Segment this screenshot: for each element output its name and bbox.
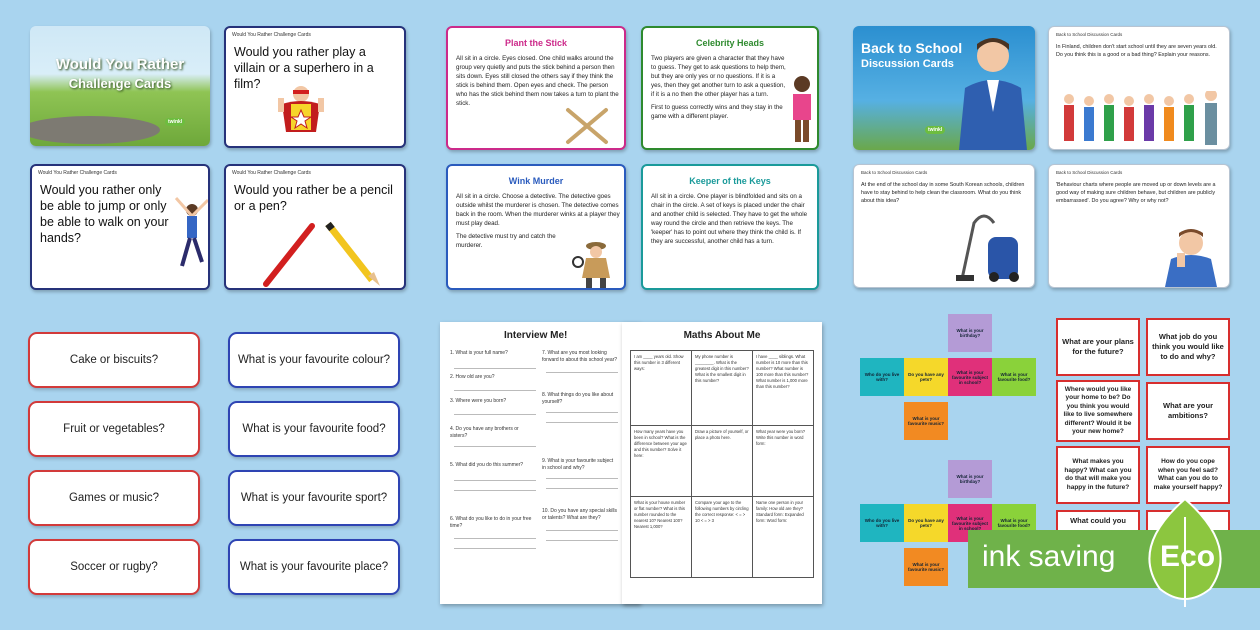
- game-body: [456, 54, 620, 112]
- game-paragraph: The detective must try and catch the murderer.: [456, 233, 556, 249]
- maths-cell: I am ____ years old. Show this number in 3 different ways:: [630, 350, 692, 426]
- discussion-card: How do you cope when you feel sad? What can you do to make yourself happy?: [1146, 446, 1230, 504]
- wyr-card-label: Would You Rather Challenge Cards: [38, 170, 117, 176]
- answer-line: [454, 548, 536, 549]
- game-paragraph: All sit in a circle. Choose a detective. The detective goes outside whilst the murderer is chosen. The detective comes back in the room. When the murderer winks at a player they must play dead.: [456, 193, 620, 227]
- maths-cell: How many years have you been in school? What is the difference between your age and this number? Solve it here:: [630, 425, 692, 497]
- bts-card-text: In Finland, children don't start school until they are seven years old. Do you think this is a good or a bad thing? Explain your reasons.: [1056, 44, 1217, 58]
- interview-question: 8. What things do you like about yourself?: [542, 392, 614, 405]
- bts-card-label: Back to School Discussion Cards: [861, 170, 928, 175]
- maths-cell: Compare your age to the following numbers by circling the correct response: < = > 10 < = > 3: [691, 496, 753, 578]
- dice-face: Do you have any pets?: [904, 358, 948, 396]
- answer-line: [454, 538, 536, 539]
- answer-line: [454, 368, 536, 369]
- bts-card-label: Back to School Discussion Cards: [1056, 170, 1123, 175]
- bts-title: Back to School: [861, 40, 963, 56]
- wyr-title-card: [30, 26, 210, 146]
- pill-card: Fruit or vegetables?: [28, 401, 200, 457]
- superhero-icon: [276, 84, 326, 148]
- maths-cell: Name one person in your family: How old are they? Standard form: Expanded form: Word form:: [752, 496, 814, 578]
- bts-title-card: [853, 26, 1035, 150]
- maths-cell: What is your house number or flat number? What is this number rounded to the nearest 10? Nearest 100? Nearest 1,000?: [630, 496, 692, 578]
- interview-question: 2. How old are you?: [450, 374, 495, 380]
- discussion-card: What are your ambitions?: [1146, 382, 1230, 440]
- maths-cell: My phone number is ________. What is the greatest digit in this number? What is the smallest digit in this number?: [691, 350, 753, 426]
- game-card-plant-stick: [446, 26, 626, 150]
- dice-face: What is your favourite music?: [904, 548, 948, 586]
- dice-face: Do you have any pets?: [904, 504, 948, 542]
- pill-card: Soccer or rugby?: [28, 539, 200, 595]
- game-title: Celebrity Heads: [695, 38, 765, 48]
- pill-card: Games or music?: [28, 470, 200, 526]
- dice-face: What is your favourite subject in school?: [948, 358, 992, 396]
- wyr-question: Would you rather only be able to jump or only be able to walk on your hands?: [40, 183, 169, 245]
- maths-cell: What year were you born? Write this number in word form:: [752, 425, 814, 497]
- interview-question: 7. What are you most looking forward to about this school year?: [542, 350, 618, 363]
- maths-title: Maths About Me: [683, 330, 761, 341]
- dice-face: What is your favourite subject in school?: [948, 504, 992, 542]
- game-paragraph: All sit in a circle. Eyes closed. One child walks around the group very quietly and puts the stick behind a person then sits down. Eyes still closed the others say if they think the stick is behind them. Open eyes and check. The person who has the stick behind them now takes a turn to plant the stick.: [456, 55, 619, 107]
- interview-question: 10. Do you have any special skills or talents? What are they?: [542, 508, 618, 521]
- interview-question: 6. What do you like to do in your free time?: [450, 516, 532, 529]
- bts-card-text: At the end of the school day in some South Korean schools, children have to stay behind to help clean the classroom. What do you think about this idea?: [861, 182, 1025, 204]
- eco-text: ink saving: [982, 540, 1116, 573]
- twinkl-badge: twinkl: [165, 118, 185, 126]
- wyr-subtitle: Challenge Cards: [68, 76, 172, 91]
- game-title: Plant the Stick: [504, 38, 567, 48]
- pencil-pen-icon: [256, 218, 386, 288]
- game-title: Wink Murder: [508, 176, 564, 186]
- maths-cell: Draw a picture of yourself, or place a photo here.: [691, 425, 753, 497]
- wyr-question: Would you rather be a pencil or a pen?: [234, 183, 393, 213]
- wyr-card-jump: [30, 164, 210, 290]
- answer-line: [546, 422, 618, 423]
- discussion-card: Where would you like your home to be? Do you think you would like to live somewhere different? Would it be your new home?: [1056, 380, 1140, 442]
- dice-face: What is your birthday?: [948, 314, 992, 352]
- game-card-celebrity-heads: [641, 26, 819, 150]
- twinkl-badge: twinkl: [925, 126, 945, 134]
- wyr-card-label: Would You Rather Challenge Cards: [232, 32, 311, 38]
- children-line-icon: [1059, 91, 1221, 147]
- dice-face: What is your birthday?: [948, 460, 992, 498]
- answer-line: [546, 478, 618, 479]
- pill-card: What is your favourite food?: [228, 401, 400, 457]
- interview-title: Interview Me!: [504, 330, 568, 341]
- wyr-title: Would You Rather: [55, 56, 185, 73]
- interview-question: 5. What did you do this summer?: [450, 462, 524, 468]
- discussion-card: What are your plans for the future?: [1056, 318, 1140, 376]
- discussion-card: What could you: [1056, 510, 1140, 568]
- pill-card: What is your favourite colour?: [228, 332, 400, 388]
- detective-icon: [572, 238, 616, 288]
- vacuum-cleaner-icon: [954, 203, 1024, 283]
- answer-line: [454, 490, 536, 491]
- wyr-card-villain: [224, 26, 406, 148]
- pill-card: Cake or biscuits?: [28, 332, 200, 388]
- dice-face: What is your favourite food?: [992, 358, 1036, 396]
- maths-sheet: [622, 322, 822, 604]
- dice-face: What is your favourite food?: [992, 504, 1036, 542]
- answer-line: [546, 372, 618, 373]
- game-body: [651, 54, 787, 125]
- game-title: Keeper of the Keys: [689, 176, 771, 186]
- dice-face: Who do you live with?: [860, 358, 904, 396]
- wyr-question: Would you rather play a villain or a superhero in a film?: [234, 45, 374, 91]
- answer-line: [454, 390, 536, 391]
- answer-line: [546, 540, 618, 541]
- bts-card-text: 'Behaviour charts where people are moved up or down levels are a good way of making sure children behave, but children are publicly embarrassed'. Do you agree? Why or why not?: [1056, 182, 1216, 204]
- game-card-wink-murder: [446, 164, 626, 290]
- thinking-boy-icon: [1159, 227, 1225, 287]
- maths-cell: I have ____ siblings. What number is 10 more than this number? What number is 100 more than this number? What number is 1,000 more than this number?: [752, 350, 814, 426]
- answer-line: [546, 488, 618, 489]
- teacher-icon: [953, 32, 1033, 150]
- interview-question: 3. Where were you born?: [450, 398, 507, 404]
- game-card-keeper-keys: [641, 164, 819, 290]
- thinking-child-icon: [787, 74, 817, 146]
- bts-card-finland: [1048, 26, 1230, 150]
- game-body: [651, 192, 813, 250]
- answer-line: [454, 414, 536, 415]
- interview-question: 9. What is your favourite subject in school and why?: [542, 458, 614, 471]
- dice-face: What is your favourite music?: [904, 402, 948, 440]
- pill-card: What is your favourite place?: [228, 539, 400, 595]
- game-paragraph: Two players are given a character that they have to guess. They get to ask questions to help them, but they are only yes or no questions. If it is a yes, then they get another turn to ask a question, if it is a no then the other player has a turn.: [651, 55, 786, 98]
- discussion-card: What makes you happy? What can you do that will make you happy in the future?: [1056, 446, 1140, 504]
- bts-card-korea: [853, 164, 1035, 288]
- stone-wall-icon: [30, 116, 160, 144]
- wyr-card-label: Would You Rather Challenge Cards: [232, 170, 311, 176]
- game-paragraph: All sit in a circle. One player is blindfolded and sits on a chair in the circle. A set of keys is placed under the chair and another child is selected. They have to get the whole way round the circle and then retrieve the keys. The 'keeper' has to point out where they think the child is. If they are successful, another child has a turn.: [651, 193, 808, 245]
- sticks-icon: [564, 106, 610, 146]
- dice-face: Who do you live with?: [860, 504, 904, 542]
- eco-label: Eco: [1160, 540, 1216, 573]
- interview-question: 1. What is your full name?: [450, 350, 508, 356]
- answer-line: [454, 480, 536, 481]
- answer-line: [546, 530, 618, 531]
- bts-card-label: Back to School Discussion Cards: [1056, 32, 1123, 37]
- game-paragraph: First to guess correctly wins and they stay in the game with a different player.: [651, 104, 783, 120]
- interview-sheet: [440, 322, 640, 604]
- bts-card-behaviour: [1048, 164, 1230, 288]
- answer-line: [454, 446, 536, 447]
- pill-card: What is your favourite sport?: [228, 470, 400, 526]
- interview-question: 4. Do you have any brothers or sisters?: [450, 426, 519, 439]
- answer-line: [546, 412, 618, 413]
- wyr-card-pencil: [224, 164, 406, 290]
- bts-subtitle: Discussion Cards: [861, 58, 954, 70]
- discussion-card: What job do you think you would like to do and why?: [1146, 318, 1230, 376]
- jumping-girl-icon: [172, 196, 210, 276]
